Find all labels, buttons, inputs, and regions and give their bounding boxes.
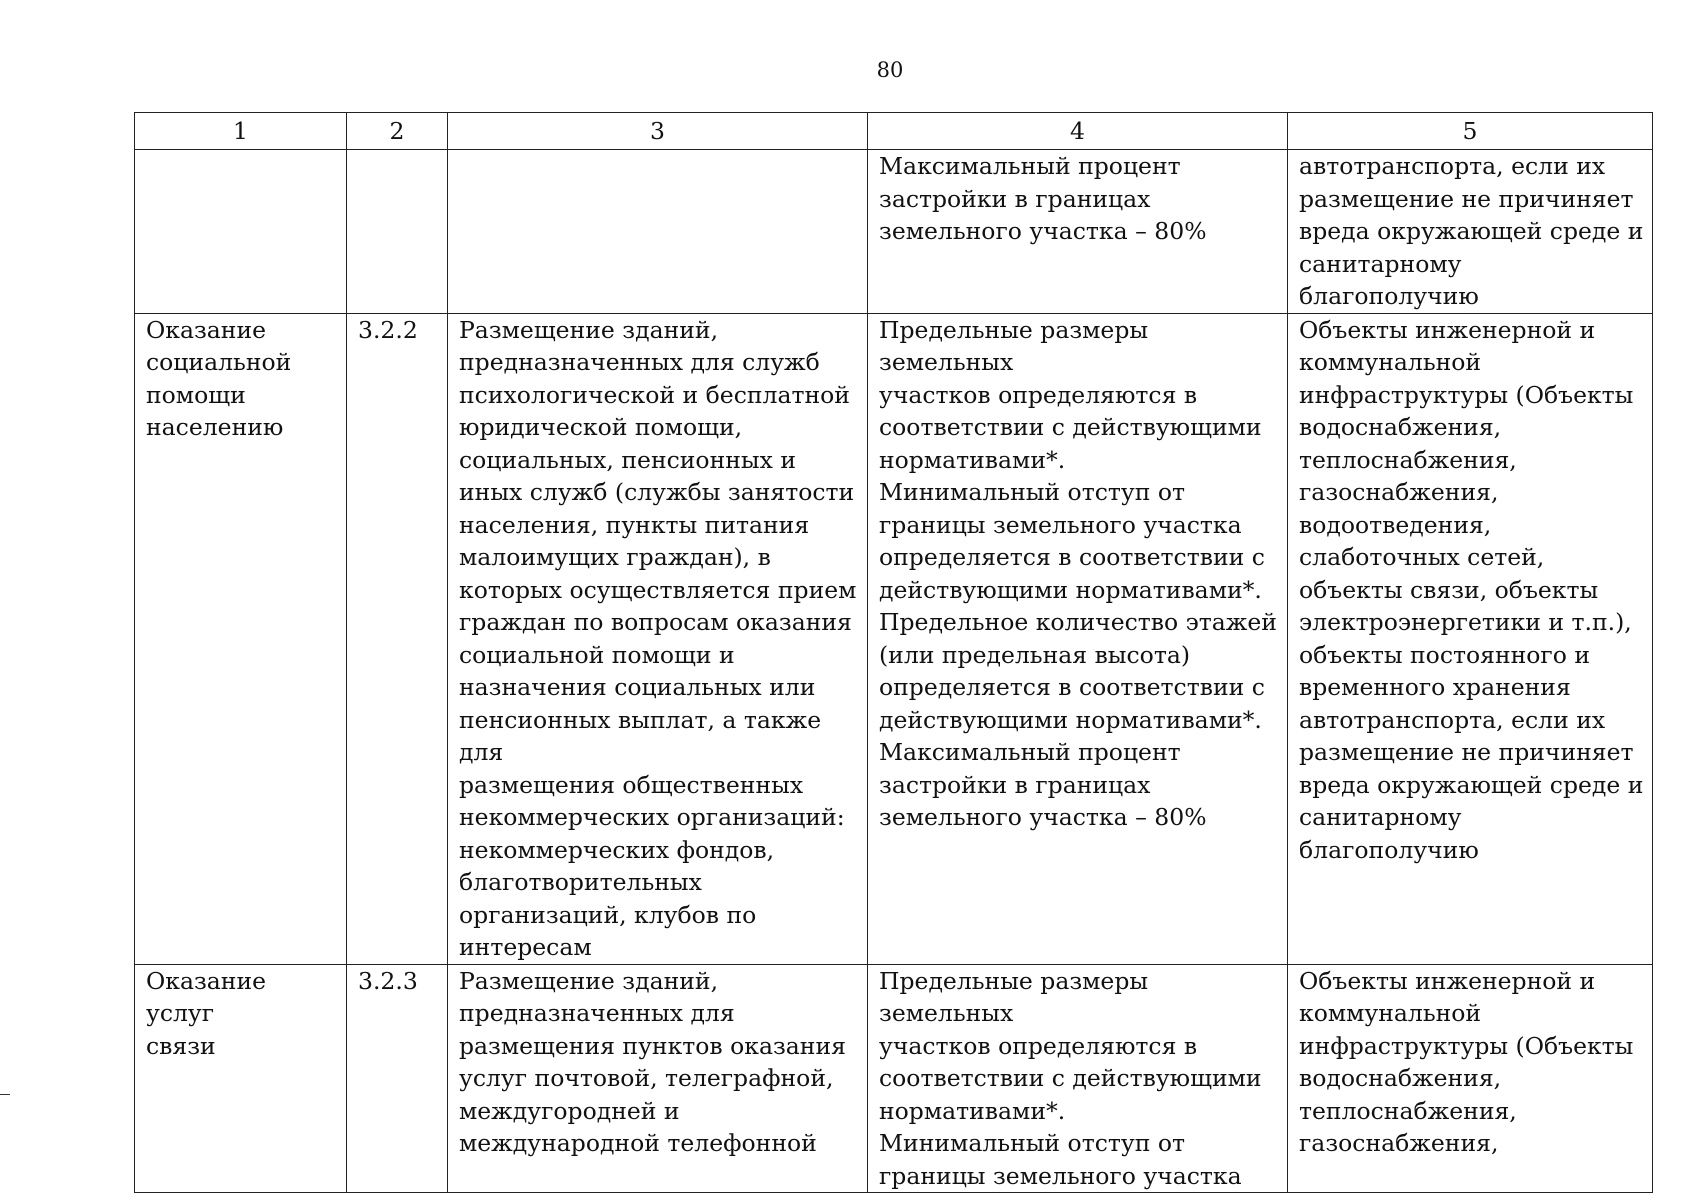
parameters-cell: Предельные размеры земельных участков определяются в соответствии с действующими нормативами*. Минимальный отступ от границы земельного участка определяется в соответствии с действующими нормативами*. Предельное количество этажей (или предельная высота) определяется в соответствии с действующими нормативами*. Максимальный процент застройки в границах земельного участка – 80% [868, 313, 1288, 964]
header-cell-2: 2 [347, 113, 448, 150]
header-cell-5: 5 [1288, 113, 1653, 150]
use-code-cell [347, 150, 448, 314]
use-name-cell: Оказание услуг связи [135, 964, 347, 1193]
related-uses-cell: Объекты инженерной и коммунальной инфраструктуры (Объекты водоснабжения, теплоснабжения, газоснабжения, [1288, 964, 1653, 1193]
header-cell-4: 4 [868, 113, 1288, 150]
related-uses-cell: автотранспорта, если их размещение не причиняет вреда окружающей среде и санитарному благополучию [1288, 150, 1653, 314]
use-code-cell: 3.2.2 [347, 313, 448, 964]
use-name-cell [135, 150, 347, 314]
header-cell-3: 3 [448, 113, 868, 150]
header-cell-1: 1 [135, 113, 347, 150]
use-description-cell: Размещение зданий, предназначенных для служб психологической и бесплатной юридической помощи, социальных, пенсионных и иных служб (службы занятости населения, пункты питания малоимущих граждан), в которых осуществляется прием граждан по вопросам оказания социальной помощи и назначения социальных или пенсионных выплат, а также для размещения общественных некоммерческих организаций: некоммерческих фондов, благотворительных организаций, клубов по интересам [448, 313, 868, 964]
parameters-cell: Максимальный процент застройки в границах земельного участка – 80% [868, 150, 1288, 314]
page-number: 80 [876, 58, 904, 82]
table-row [135, 964, 1653, 1193]
use-description-cell: Размещение зданий, предназначенных для размещения пунктов оказания услуг почтовой, телеграфной, междугородней и международной телефонной [448, 964, 868, 1193]
table-row [135, 150, 1653, 314]
use-name-cell: Оказание социальной помощи населению [135, 313, 347, 964]
use-code-cell: 3.2.3 [347, 964, 448, 1193]
table-row [135, 313, 1653, 964]
use-description-cell [448, 150, 868, 314]
related-uses-cell: Объекты инженерной и коммунальной инфраструктуры (Объекты водоснабжения, теплоснабжения, газоснабжения, водоотведения, слаботочных сетей, объекты связи, объекты электроэнергетики и т.п.), объекты постоянного и временного хранения автотранспорта, если их размещение не причиняет вреда окружающей среде и санитарному благополучию [1288, 313, 1653, 964]
margin-tick [0, 1094, 10, 1095]
table-header-row [135, 113, 1653, 150]
land-use-table [134, 112, 1653, 1193]
parameters-cell: Предельные размеры земельных участков определяются в соответствии с действующими нормативами*. Минимальный отступ от границы земельного участка [868, 964, 1288, 1193]
